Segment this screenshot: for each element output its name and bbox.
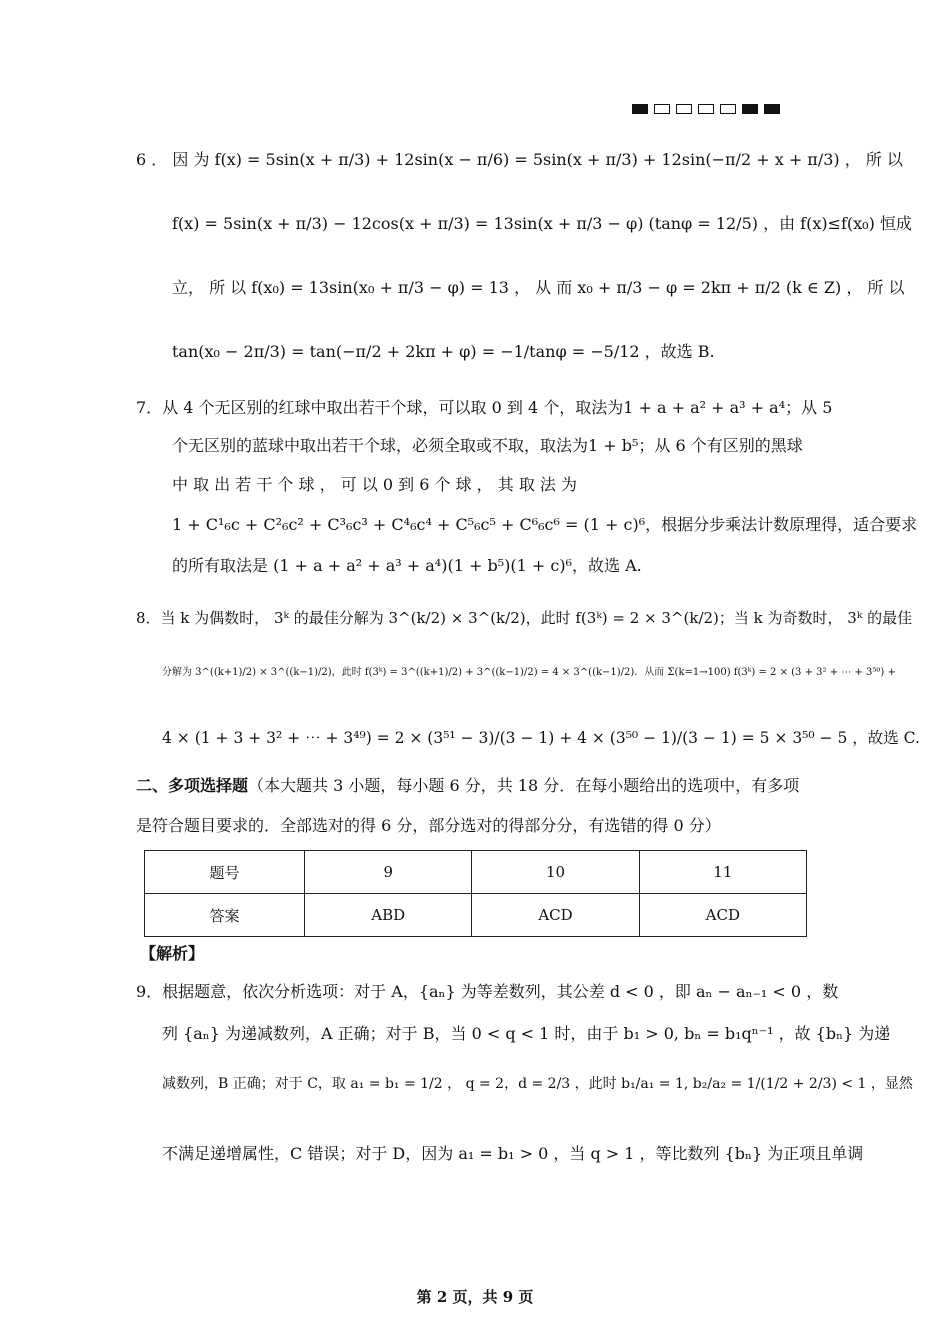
q8-line2: 分解为 3^((k+1)/2) × 3^((k−1)/2)，此时 f(3ᵏ) = 3^((k+1)/2) + 3^((k−1)/2) = 4 × 3^((k−1)/2)．从而 Σ(k=1→100) f(3ᵏ) = 2 × (3 + 3² + ⋯ + 3⁵⁰) + (162, 667, 896, 678)
section2-heading (136, 774, 799, 798)
section2-desc-line2: 是符合题目要求的．全部选对的得 6 分，部分选对的得部分分，有选错的得 0 分） (136, 816, 721, 835)
table-cell-answer-9: ABD (305, 894, 472, 937)
table-cell-answer-label: 答案 (145, 894, 305, 937)
header-mark-empty (676, 104, 692, 114)
q9-line2: 列 {aₙ} 为递减数列，A 正确；对于 B，当 0 < q < 1 时，由于 b₁ > 0, bₙ = b₁qⁿ⁻¹ ，故 {bₙ} 为递 (162, 1024, 891, 1043)
table-cell-q11: 11 (639, 851, 806, 894)
q9-line1: 9．根据题意，依次分析选项：对于 A，{aₙ} 为等差数列，其公差 d < 0 ，即 aₙ − aₙ₋₁ < 0 ，数 (136, 982, 839, 1001)
table-row (145, 851, 807, 894)
page-footer: 第 2 页，共 9 页 (416, 1288, 534, 1306)
q8-line1: 8．当 k 为偶数时， 3ᵏ 的最佳分解为 3^(k/2) × 3^(k/2)，此时 f(3ᵏ) = 2 × 3^(k/2)；当 k 为奇数时， 3ᵏ 的最佳 (136, 609, 913, 627)
table-cell-answer-11: ACD (639, 894, 806, 937)
header-mark-empty (720, 104, 736, 114)
table-row (145, 894, 807, 937)
q6-line3: 立， 所 以 f(x₀) = 13sin(x₀ + π/3 − φ) = 13 ， 从 而 x₀ + π/3 − φ = 2kπ + π/2 (k ∈ Z) ， 所 以 (172, 278, 905, 297)
q7-line2: 个无区别的蓝球中取出若干个球，必须全取或不取，取法为1 + b⁵；从 6 个有区别的黑球 (172, 436, 803, 455)
table-cell-q10: 10 (472, 851, 639, 894)
q6-line4: tan(x₀ − 2π/3) = tan(−π/2 + 2kπ + φ) = −1/tanφ = −5/12 ，故选 B. (172, 342, 715, 361)
header-mark-filled (742, 104, 758, 114)
header-mark-filled (632, 104, 648, 114)
q8-line3: 4 × (1 + 3 + 3² + ⋯ + 3⁴⁹) = 2 × (3⁵¹ − 3)/(3 − 1) + 4 × (3⁵⁰ − 1)/(3 − 1) = 5 × 3⁵⁰ − 5 ，故选 C. (162, 729, 920, 747)
table-cell-answer-10: ACD (472, 894, 639, 937)
section2-title: 二、多项选择题 (136, 776, 249, 795)
answer-table (144, 850, 807, 937)
q7-line3: 中 取 出 若 干 个 球 ， 可 以 0 到 6 个 球 ， 其 取 法 为 (172, 475, 577, 494)
header-mark-filled (764, 104, 780, 114)
header-marks (632, 104, 780, 114)
q6-line2: f(x) = 5sin(x + π/3) − 12cos(x + π/3) = 13sin(x + π/3 − φ) (tanφ = 12/5) ，由 f(x)≤f(x₀) 恒成 (172, 214, 912, 233)
analysis-label: 【解析】 (140, 944, 205, 963)
q9-line4: 不满足递增属性，C 错误；对于 D，因为 a₁ = b₁ > 0 ，当 q > 1 ，等比数列 {bₙ} 为正项且单调 (162, 1144, 864, 1163)
header-mark-empty (654, 104, 670, 114)
q9-line3: 减数列，B 正确；对于 C，取 a₁ = b₁ = 1/2 ， q = 2，d = 2/3 ，此时 b₁/a₁ = 1, b₂/a₂ = 1/(1/2 + 2/3) < 1 ，显然 (162, 1076, 913, 1092)
table-cell-q9: 9 (305, 851, 472, 894)
q7-line1: 7．从 4 个无区别的红球中取出若干个球，可以取 0 到 4 个，取法为1 + a + a² + a³ + a⁴；从 5 (136, 398, 833, 417)
q6-line1: 6 ． 因 为 f(x) = 5sin(x + π/3) + 12sin(x − π/6) = 5sin(x + π/3) + 12sin(−π/2 + x + π/3) ， 所 以 (136, 150, 903, 169)
section2-desc-line1: （本大题共 3 小题，每小题 6 分，共 18 分．在每小题给出的选项中，有多项 (248, 776, 800, 795)
table-cell-header-label: 题号 (145, 851, 305, 894)
q7-line5: 的所有取法是 (1 + a + a² + a³ + a⁴)(1 + b⁵)(1 + c)⁶，故选 A. (172, 556, 642, 575)
header-mark-empty (698, 104, 714, 114)
q7-line4: 1 + C¹₆c + C²₆c² + C³₆c³ + C⁴₆c⁴ + C⁵₆c⁵ + C⁶₆c⁶ = (1 + c)⁶，根据分步乘法计数原理得，适合要求 (172, 515, 918, 534)
